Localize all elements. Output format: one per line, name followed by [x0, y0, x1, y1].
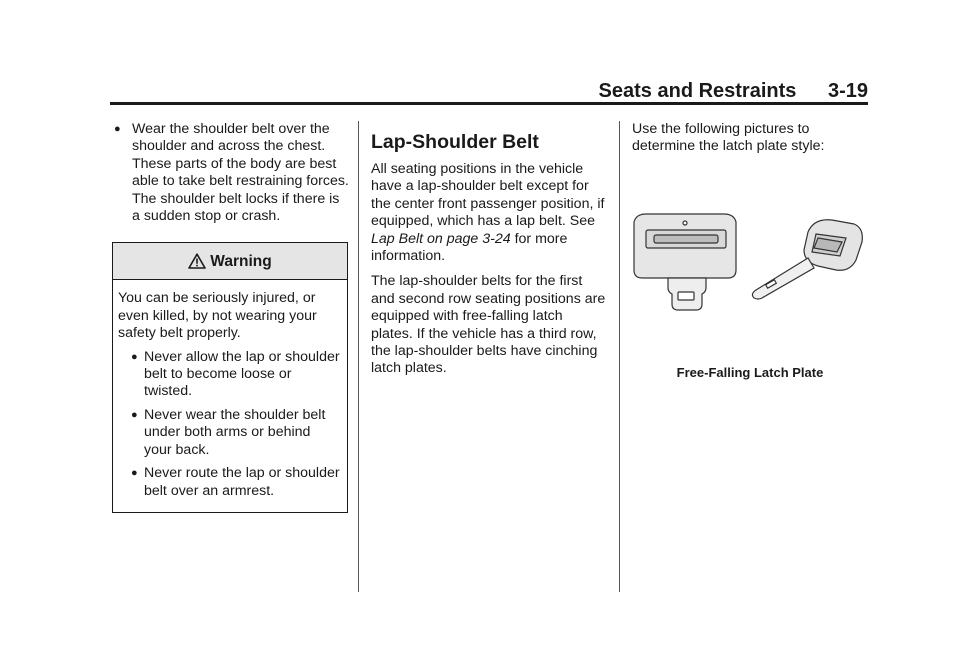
section-title: Seats and Restraints	[598, 80, 797, 102]
list-item	[118, 407, 341, 459]
paragraph-text: for more information.	[371, 230, 568, 265]
bullet-text: Never wear the shoulder belt under both arms or behind your back.	[144, 406, 326, 458]
paragraph	[371, 161, 607, 265]
paragraph: The lap-shoulder belts for the first and second row seating positions are equipped with free-falling latch plates. If the vehicle has a third row, the lap-shoulder belts have cinching latch plates.	[371, 273, 606, 377]
page-header	[110, 80, 868, 102]
paragraph-text: All seating positions in the vehicle have a lap-shoulder belt except for the center front passenger position, if equipped, which has a lap belt. See	[371, 161, 605, 230]
latch-plate-front-image	[634, 214, 736, 310]
bullet-icon: ●	[131, 350, 138, 363]
list-item	[112, 121, 350, 225]
warning-triangle-icon	[188, 253, 206, 269]
warning-intro: You can be seriously injured, or even killed, by not wearing your safety belt properly.	[118, 290, 317, 342]
cross-reference-link[interactable]: Lap Belt on page 3-24	[371, 230, 511, 247]
page-number: 3-19	[827, 80, 868, 102]
figure-caption: Free-Falling Latch Plate	[676, 365, 824, 380]
column-divider-2	[619, 121, 620, 592]
column-2	[371, 121, 607, 386]
bullet-text: Never allow the lap or shoulder belt to become loose or twisted.	[144, 348, 340, 400]
list-item	[118, 465, 341, 500]
warning-body	[113, 280, 347, 511]
warning-box	[112, 242, 348, 512]
list-item	[118, 349, 341, 401]
bullet-icon: ●	[131, 408, 138, 421]
latch-plate-illustration	[632, 212, 868, 312]
section-heading: Lap-Shoulder Belt	[371, 131, 539, 153]
header-rule	[110, 102, 868, 105]
bullet-icon: ●	[131, 467, 138, 480]
warning-title: Warning	[210, 252, 272, 270]
warning-header	[113, 243, 347, 280]
bullet-icon: ●	[114, 123, 121, 135]
column-3	[632, 121, 868, 156]
paragraph: Use the following pictures to determine the latch plate style:	[632, 121, 825, 155]
column-divider-1	[358, 121, 359, 592]
latch-plate-angled-image	[752, 220, 862, 299]
bullet-text: Wear the shoulder belt over the shoulder and across the chest. These parts of the body are best able to take belt restraining forces. The shoulder belt locks if there is a sudden stop or crash.	[132, 121, 349, 225]
column-1	[112, 121, 350, 513]
bullet-text: Never route the lap or shoulder belt over an armrest.	[144, 465, 340, 499]
